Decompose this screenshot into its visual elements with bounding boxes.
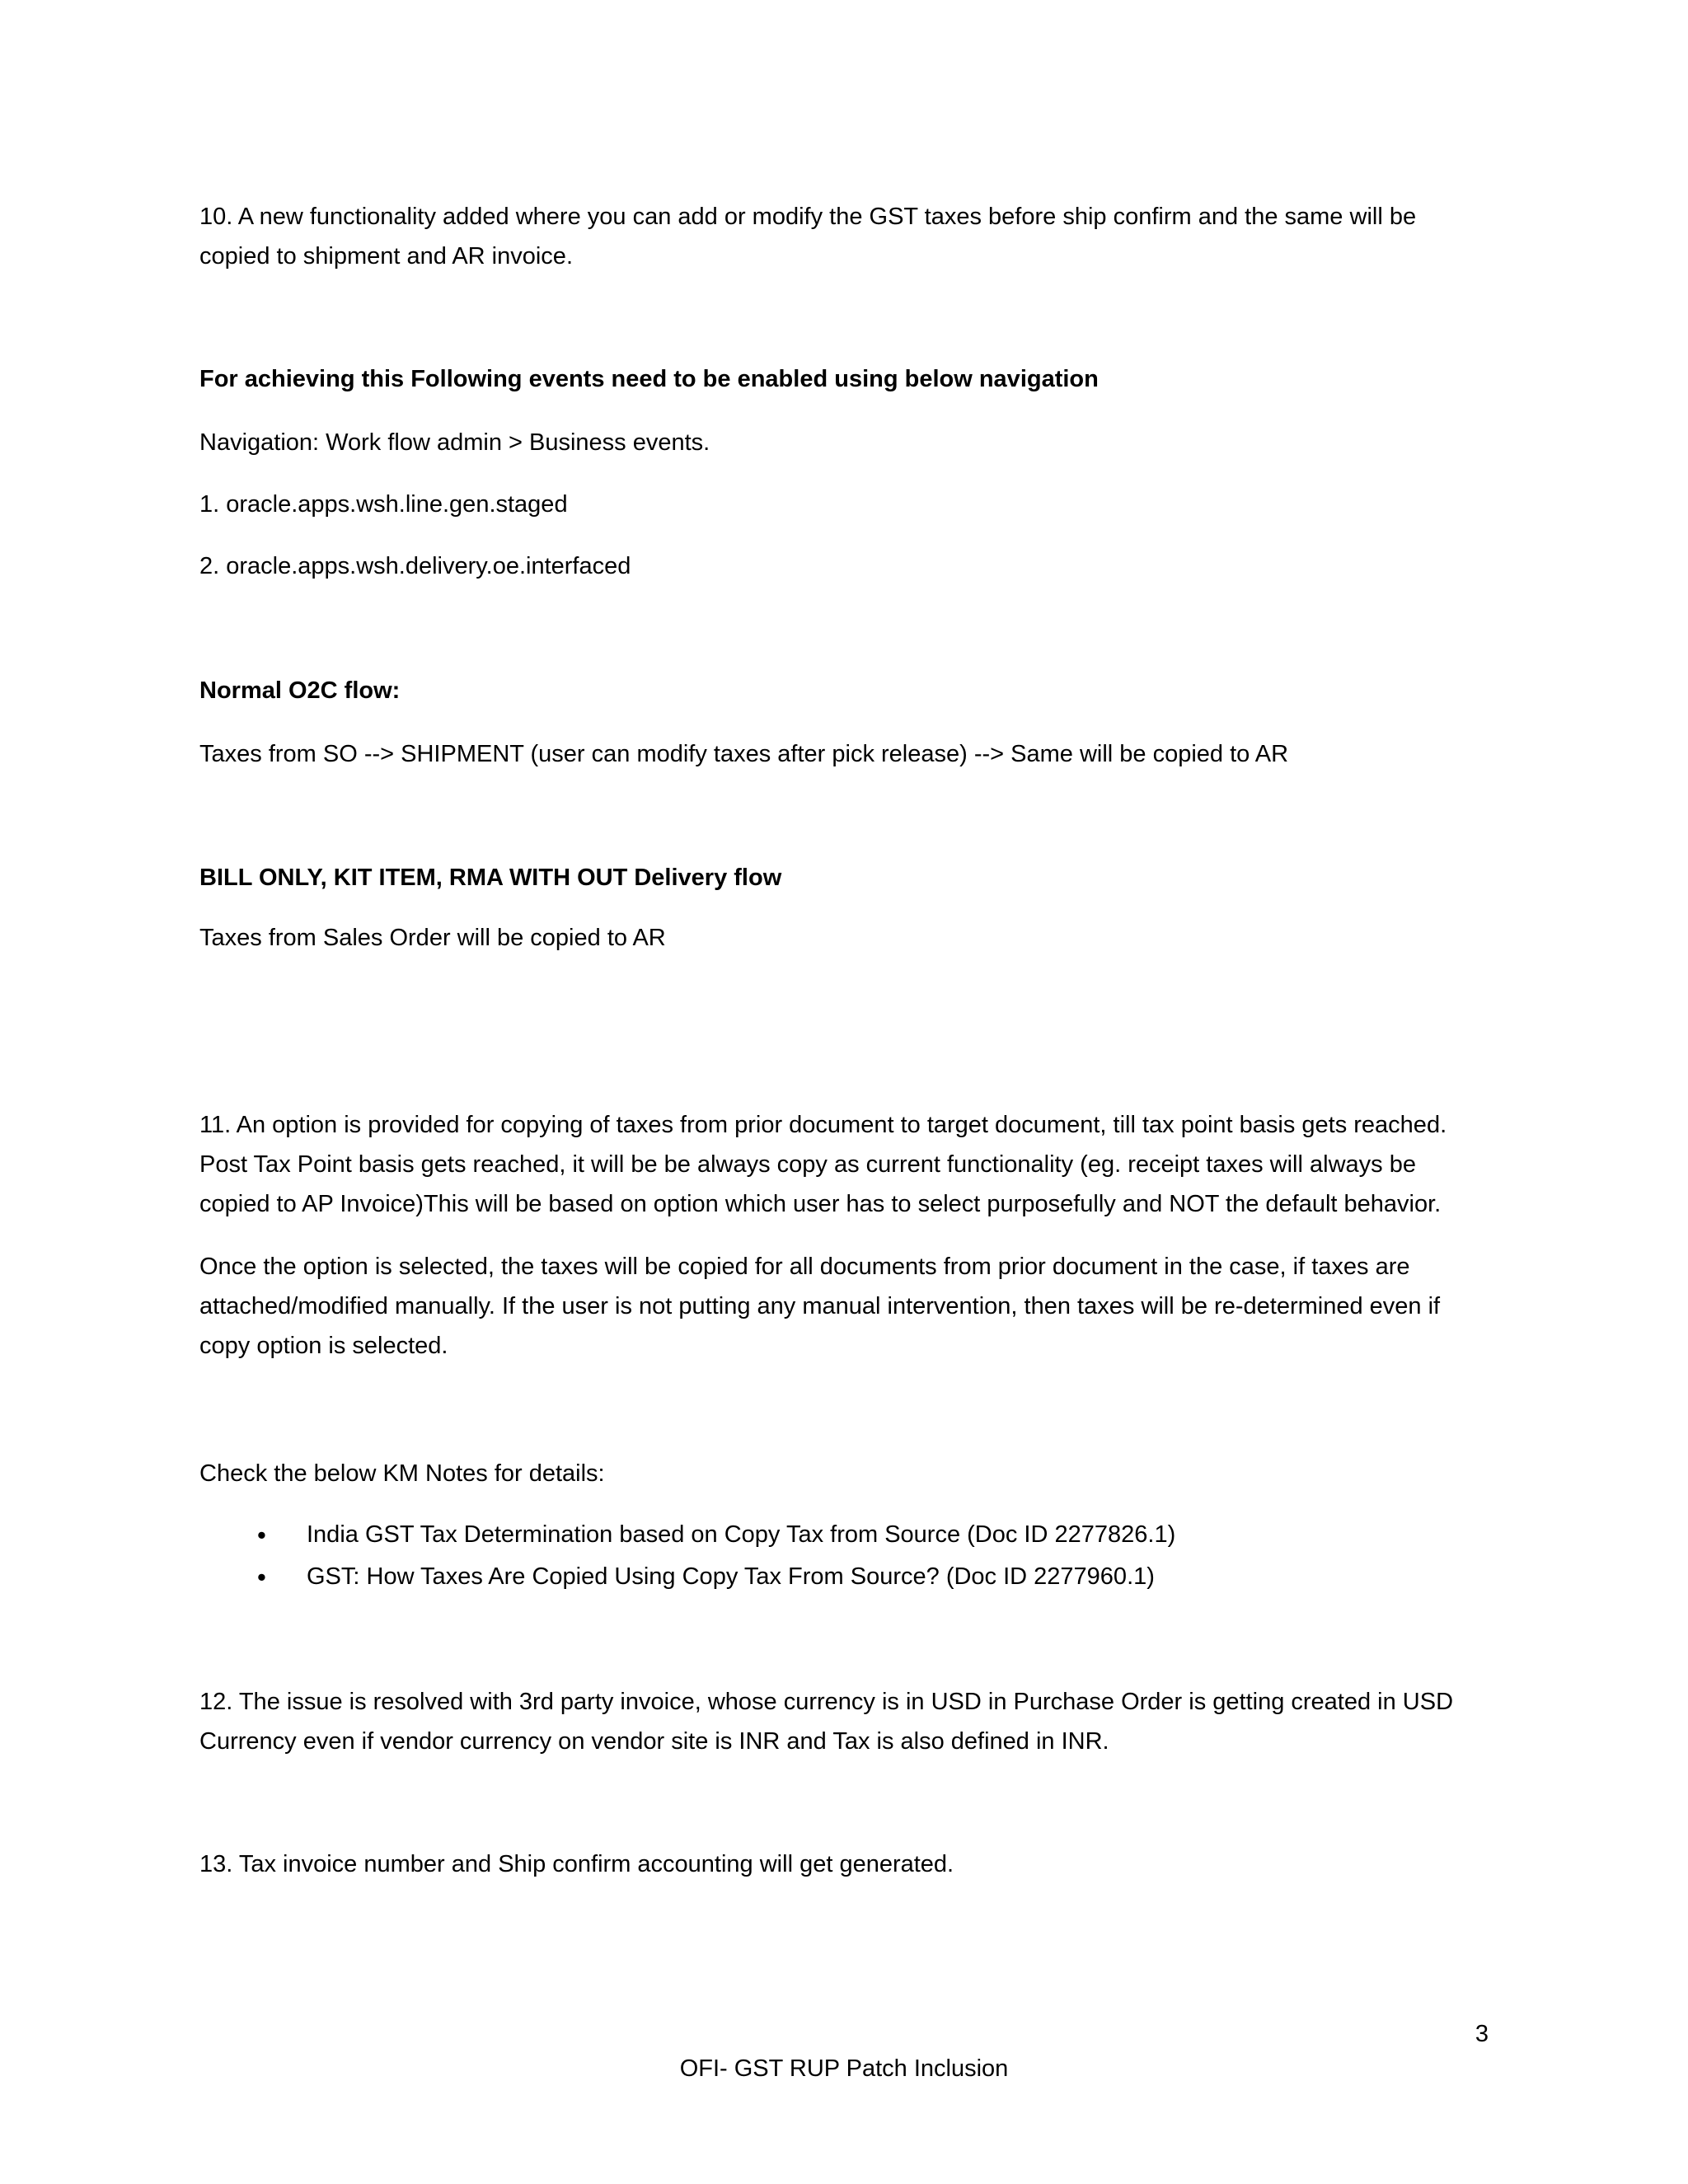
bullet-icon [257,1556,266,1600]
bullet-icon [257,1514,266,1558]
heading-enable-events: For achieving this Following events need to be enabled using below navigation [199,366,1099,392]
page-number: 3 [1475,2021,1489,2047]
paragraph-13: 13. Tax invoice number and Ship confirm accounting will get generated. [199,1851,954,1877]
bill-only-flow-line: Taxes from Sales Order will be copied to AR [199,925,666,951]
paragraph-10: 10. A new functionality added where you can add or modify the GST taxes before ship confirm and the same will be copied to shipment and AR invoice. [199,204,1417,269]
footer-title: OFI- GST RUP Patch Inclusion [679,2055,1009,2082]
km-note-text: GST: How Taxes Are Copied Using Copy Tax From Source? (Doc ID 2277960.1) [307,1563,1155,1590]
page-footer [0,2049,1688,2088]
km-note-text: India GST Tax Determination based on Copy Tax from Source (Doc ID 2277826.1) [307,1521,1176,1548]
business-event-2: 2. oracle.apps.wsh.delivery.oe.interfaced [199,553,631,579]
navigation-line: Navigation: Work flow admin > Business events. [199,429,710,456]
paragraph-12: 12. The issue is resolved with 3rd party invoice, whose currency is in USD in Purchase Order is getting created in USD Currency even if vendor currency on vendor site is INR and Tax is also defined in INR. [199,1689,1454,1755]
paragraph-11: 11. An option is provided for copying of taxes from prior document to target document, till tax point basis gets reached. Post Tax Point basis gets reached, it will be be always copy as current functionality (eg. receipt taxes will always be copied to AP Invoice)This will be based on option which user has to select purposefully and NOT the default behavior. [199,1112,1447,1217]
o2c-flow-line: Taxes from SO --> SHIPMENT (user can modify taxes after pick release) --> Same will be copied to AR [199,741,1289,767]
business-event-1: 1. oracle.apps.wsh.line.gen.staged [199,491,568,518]
heading-normal-o2c-flow: Normal O2C flow: [199,677,401,704]
km-notes-list [199,1514,1489,1598]
km-notes-intro: Check the below KM Notes for details: [199,1460,605,1487]
km-note-item [199,1514,1489,1556]
paragraph-11-continued: Once the option is selected, the taxes will be copied for all documents from prior document in the case, if taxes are attached/modified manually. If the user is not putting any manual intervention, then taxes will be re-determined even if copy option is selected. [199,1254,1441,1359]
heading-bill-only-flow: BILL ONLY, KIT ITEM, RMA WITH OUT Delivery flow [199,865,782,891]
km-note-item [199,1556,1489,1598]
page-content [199,0,1489,1884]
